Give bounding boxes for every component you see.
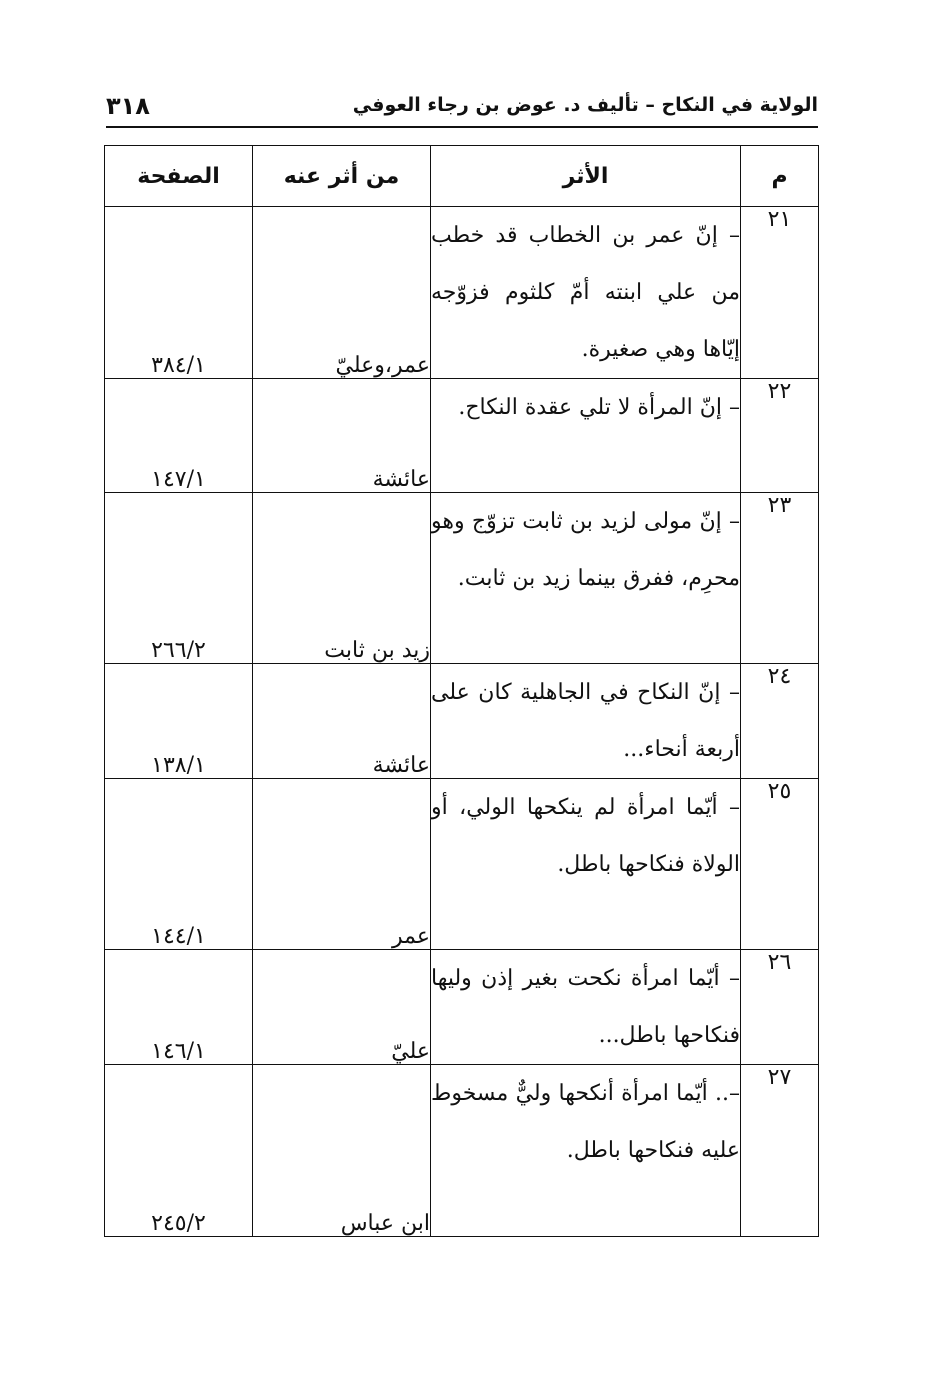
page-reference: ١٣٨/١ bbox=[105, 664, 253, 779]
page-reference: ٣٨٤/١ bbox=[105, 207, 253, 379]
row-number: ٢٣ bbox=[741, 493, 819, 664]
narrator: عمر bbox=[253, 779, 431, 950]
page-reference: ٢٦٦/٢ bbox=[105, 493, 253, 664]
page-reference: ١٤٦/١ bbox=[105, 950, 253, 1065]
table-row bbox=[105, 1065, 819, 1237]
narrator: عائشة bbox=[253, 379, 431, 493]
narrator: عمر،وعليّ bbox=[253, 207, 431, 379]
table-header-row bbox=[105, 146, 819, 207]
row-number: ٢١ bbox=[741, 207, 819, 379]
athar-text: –.. أيّما امرأة أنكحها وليٌّ مسخوط عليه فنكاحها باطل. bbox=[431, 1065, 741, 1237]
column-header-narrator: من أثر عنه bbox=[253, 146, 431, 207]
row-number: ٢٢ bbox=[741, 379, 819, 493]
narrator: زيد بن ثابت bbox=[253, 493, 431, 664]
table-row bbox=[105, 779, 819, 950]
row-number: ٢٧ bbox=[741, 1065, 819, 1237]
page-reference: ٢٤٥/٢ bbox=[105, 1065, 253, 1237]
table-row bbox=[105, 950, 819, 1065]
row-number: ٢٥ bbox=[741, 779, 819, 950]
table-row bbox=[105, 379, 819, 493]
page-number: ٣١٨ bbox=[106, 92, 150, 120]
column-header-athar: الأثر bbox=[431, 146, 741, 207]
athar-text: – إنّ المرأة لا تلي عقدة النكاح. bbox=[431, 379, 741, 493]
table-row bbox=[105, 664, 819, 779]
table-row bbox=[105, 493, 819, 664]
column-header-page: الصفحة bbox=[105, 146, 253, 207]
athar-text: – أيّما امرأة نكحت بغير إذن وليها فنكاحها باطل... bbox=[431, 950, 741, 1065]
narrator: ابن عباس bbox=[253, 1065, 431, 1237]
row-number: ٢٤ bbox=[741, 664, 819, 779]
book-title: الولاية في النكاح – تأليف د. عوض بن رجاء العوفي bbox=[352, 94, 818, 116]
athar-text: – إنّ مولى لزيد بن ثابت تزوّج وهو محرِم، ففرق بينما زيد بن ثابت. bbox=[431, 493, 741, 664]
athar-text: – إنّ عمر بن الخطاب قد خطب من علي ابنته أمّ كلثوم فزوّجه إيّاها وهي صغيرة. bbox=[431, 207, 741, 379]
column-header-number: م bbox=[741, 146, 819, 207]
page-reference: ١٤٤/١ bbox=[105, 779, 253, 950]
row-number: ٢٦ bbox=[741, 950, 819, 1065]
athar-text: – إنّ النكاح في الجاهلية كان على أربعة أنحاء... bbox=[431, 664, 741, 779]
table-row bbox=[105, 207, 819, 379]
athar-index-table bbox=[104, 145, 819, 1237]
narrator: عائشة bbox=[253, 664, 431, 779]
athar-text: – أيّما امرأة لم ينكحها الولي، أو الولاة فنكاحها باطل. bbox=[431, 779, 741, 950]
page-reference: ١٤٧/١ bbox=[105, 379, 253, 493]
narrator: عليّ bbox=[253, 950, 431, 1065]
running-header bbox=[106, 92, 818, 128]
